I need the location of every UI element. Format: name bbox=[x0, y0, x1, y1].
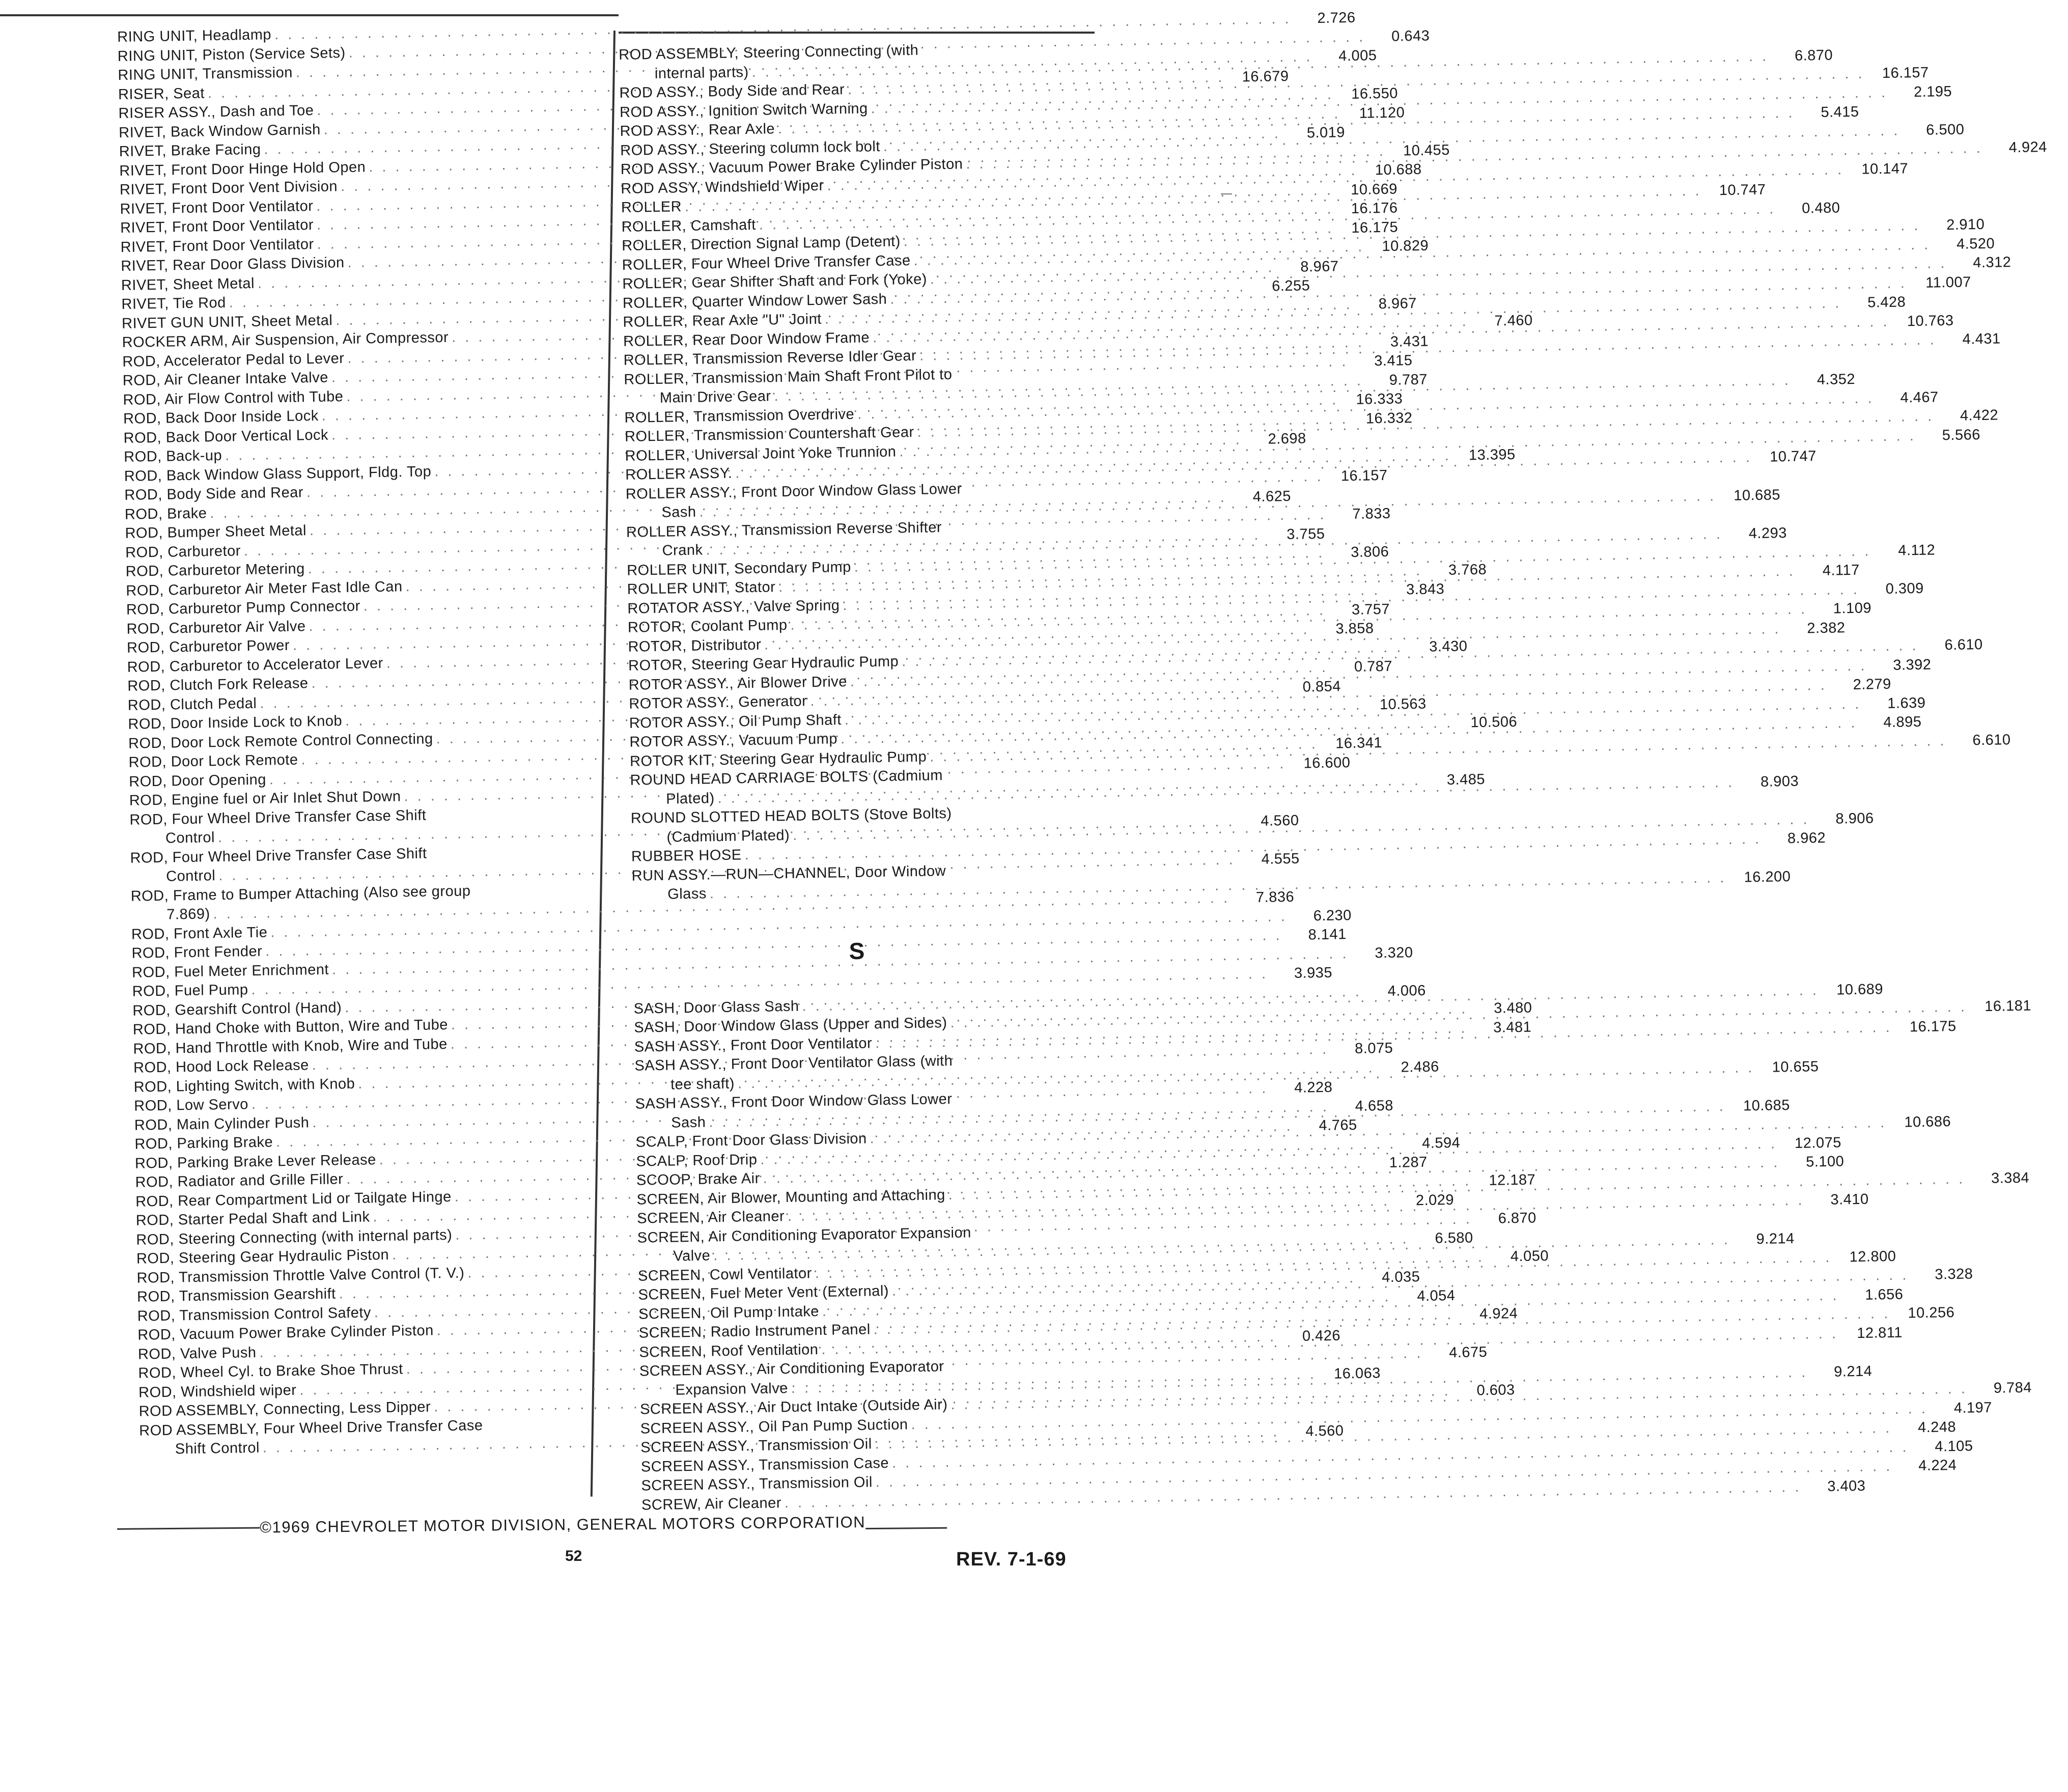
entry-label: ROD, Bumper Sheet Metal bbox=[125, 522, 307, 542]
entry-label: ROD ASSY., Steering column lock bolt bbox=[620, 138, 881, 159]
part-group-number: 16.550 bbox=[1351, 85, 1399, 102]
part-group-number: 2.726 bbox=[1317, 9, 1356, 26]
entry-label: ROD, Frame to Bumper Attaching (Also see group bbox=[130, 882, 471, 905]
copyright-text: ©1969 CHEVROLET MOTOR DIVISION, GENERAL MOTORS CORPORATION bbox=[259, 1513, 866, 1536]
part-group-number: 10.685 bbox=[1743, 1097, 1791, 1114]
part-group-number: 2.486 bbox=[1401, 1058, 1439, 1076]
entry-label: ROD ASSY., Rear Axle bbox=[620, 121, 775, 139]
part-group-number: 4.352 bbox=[1817, 371, 1856, 388]
part-group-number: 4.248 bbox=[1917, 1419, 1957, 1436]
entry-label: RUBBER HOSE bbox=[631, 847, 742, 865]
entry-label: ROD, Carburetor Power bbox=[126, 637, 290, 656]
entry-label: RIVET, Sheet Metal bbox=[121, 275, 255, 294]
entry-label: SCREEN, Oil Pump Intake bbox=[638, 1303, 820, 1323]
entry-label: ROTOR ASSY., Oil Pump Shaft bbox=[629, 711, 842, 732]
part-group-number: 16.157 bbox=[1882, 64, 1929, 82]
part-group-number: 6.255 bbox=[1271, 277, 1310, 295]
part-group-number: 4.924 bbox=[2008, 138, 2048, 156]
part-group-number: 0.643 bbox=[1391, 27, 1430, 45]
part-group-number: 10.669 bbox=[1350, 181, 1398, 198]
part-group-number: 3.430 bbox=[1429, 637, 1468, 655]
part-group-number: 3.481 bbox=[1493, 1019, 1532, 1036]
entry-label: ROD, Steering Connecting (with internal parts) bbox=[136, 1226, 453, 1248]
entry-label: ROD, Door Opening bbox=[129, 771, 267, 790]
entry-label: ROLLER, Rear Axle "U" Joint bbox=[623, 311, 822, 330]
entry-label: ROD, Four Wheel Drive Transfer Case Shift bbox=[130, 845, 427, 866]
entry-label: RIVET, Rear Door Glass Division bbox=[121, 255, 345, 274]
part-group-number: 1.656 bbox=[1865, 1286, 1904, 1303]
part-group-number: 3.431 bbox=[1390, 333, 1429, 350]
entry-label: ROD, Transmission Gearshift bbox=[136, 1285, 336, 1305]
entry-label-continued: Expansion Valve bbox=[675, 1380, 789, 1398]
entry-label: ROD, Lighting Switch, with Knob bbox=[133, 1075, 355, 1096]
part-group-number: 4.594 bbox=[1421, 1134, 1461, 1152]
entry-label: ROD, Valve Push bbox=[137, 1344, 257, 1363]
part-group-number: 6.580 bbox=[1435, 1229, 1473, 1247]
part-group-number: 16.175 bbox=[1909, 1018, 1957, 1035]
part-group-number: 4.050 bbox=[1510, 1247, 1549, 1265]
entry-label: ROLLER ASSY. bbox=[625, 465, 733, 483]
entry-label: ROD, Windshield wiper bbox=[138, 1382, 297, 1401]
entry-label: ROD, Air Cleaner Intake Valve bbox=[122, 369, 329, 389]
entry-label: ROD, Carburetor Metering bbox=[125, 561, 305, 580]
revision-date: REV. 7-1-69 bbox=[956, 1549, 1067, 1570]
part-group-number: 3.755 bbox=[1286, 525, 1325, 543]
part-group-number: 16.341 bbox=[1335, 735, 1383, 752]
entry-label: SCREEN ASSY., Transmission Oil bbox=[640, 1436, 872, 1456]
part-group-number: 12.811 bbox=[1857, 1324, 1903, 1341]
entry-label: SCREEN ASSY., Air Duct Intake (Outside Air) bbox=[639, 1396, 948, 1418]
entry-label: ROLLER, Gear Shifter Shaft and Fork (Yoke) bbox=[622, 271, 928, 292]
entry-label: RIVET, Front Door Ventilator bbox=[120, 216, 314, 236]
entry-label: SASH, Door Glass Sash bbox=[633, 998, 799, 1017]
entry-label: SASH, Door Window Glass (Upper and Sides) bbox=[634, 1015, 947, 1036]
part-group-number: 9.214 bbox=[1756, 1230, 1795, 1248]
entry-label: ROD, Front Fender bbox=[131, 943, 263, 962]
entry-label: ROD, Back Door Vertical Lock bbox=[123, 427, 329, 446]
part-group-number: 5.566 bbox=[1942, 426, 1981, 443]
part-group-number: 4.105 bbox=[1935, 1438, 1973, 1455]
entry-label-continued: Glass bbox=[667, 885, 707, 903]
entry-label: ROTOR ASSY., Air Blower Drive bbox=[628, 673, 848, 693]
entry-label: SCREEN, Air Cleaner bbox=[636, 1208, 785, 1227]
entry-label: ROD, Carburetor Pump Connector bbox=[126, 598, 360, 618]
part-group-number: 16.181 bbox=[1985, 997, 2032, 1015]
entry-label: ROTOR, Distributor bbox=[628, 636, 762, 655]
entry-label: ROD, Back Door Inside Lock bbox=[123, 407, 319, 427]
entry-label: ROTOR ASSY., Generator bbox=[629, 693, 807, 712]
entry-label: ROD ASSEMBLY, Steering Connecting (with bbox=[619, 42, 919, 63]
part-group-number: 3.485 bbox=[1446, 771, 1486, 789]
entry-label: RING UNIT, Transmission bbox=[118, 64, 293, 83]
entry-label: ROLLER, Transmission Overdrive bbox=[624, 406, 855, 426]
entry-label: SASH ASSY., Front Door Window Glass Lower bbox=[635, 1090, 953, 1112]
part-group-number: 3.384 bbox=[1991, 1169, 2030, 1187]
part-group-number: 6.610 bbox=[1944, 636, 1983, 654]
part-group-number: 7.460 bbox=[1494, 312, 1533, 329]
part-group-number: 4.035 bbox=[1381, 1269, 1420, 1286]
entry-label-continued: internal parts) bbox=[654, 64, 749, 82]
part-group-number: 6.230 bbox=[1313, 907, 1352, 924]
part-group-number: 16.679 bbox=[1242, 68, 1289, 85]
entry-label: ROD, Rear Compartment Lid or Tailgate Hinge bbox=[135, 1188, 452, 1210]
entry-label: RISER, Seat bbox=[118, 85, 205, 103]
entry-label: RUN ASSY.—RUN—CHANNEL, Door Window bbox=[631, 862, 946, 884]
entry-label: ROD ASSY, Windshield Wiper bbox=[621, 177, 824, 197]
part-group-number: 4.224 bbox=[1918, 1457, 1957, 1474]
entry-label: ROD, Hand Choke with Button, Wire and Tube bbox=[132, 1017, 449, 1038]
entry-label: RIVET GUN UNIT, Sheet Metal bbox=[121, 312, 333, 332]
part-group-number: 10.688 bbox=[1375, 161, 1422, 179]
part-group-number: 16.333 bbox=[1356, 390, 1403, 408]
entry-label: ROD, Clutch Pedal bbox=[127, 695, 257, 714]
part-group-number: 9.214 bbox=[1833, 1363, 1873, 1380]
entry-label: ROD, Brake bbox=[124, 505, 207, 523]
entry-label: ROD, Carburetor to Accelerator Lever bbox=[127, 655, 384, 676]
entry-label: ROLLER, Rear Door Window Frame bbox=[623, 329, 870, 350]
entry-label: SCREEN ASSY., Transmission Oil bbox=[641, 1474, 873, 1494]
part-group-number: 6.870 bbox=[1498, 1210, 1537, 1227]
entry-label: ROTOR, Coolant Pump bbox=[627, 617, 788, 636]
entry-label: ROD, Low Servo bbox=[134, 1096, 249, 1114]
entry-label: SCREEN, Fuel Meter Vent (External) bbox=[638, 1282, 889, 1303]
part-group-number: 0.603 bbox=[1476, 1382, 1515, 1399]
part-group-number: 4.924 bbox=[1479, 1305, 1518, 1323]
footer bbox=[117, 1511, 1084, 1538]
entry-label: ROD, Hand Throttle with Knob, Wire and Tube bbox=[133, 1035, 448, 1057]
entry-label: ROD, Front Axle Tie bbox=[131, 924, 268, 943]
entry-label: RIVET, Tie Rod bbox=[121, 294, 227, 313]
entry-label: SASH ASSY., Front Door Ventilator Glass (with bbox=[634, 1052, 953, 1074]
entry-label-continued: Plated) bbox=[665, 790, 715, 807]
part-group-number: 3.843 bbox=[1406, 581, 1445, 598]
entry-label-continued: Sash bbox=[661, 503, 696, 521]
page-number: 52 bbox=[565, 1548, 582, 1564]
part-group-number: 0.854 bbox=[1302, 678, 1342, 695]
part-group-number: 8.906 bbox=[1835, 809, 1874, 827]
entry-label: ROD, Vacuum Power Brake Cylinder Piston bbox=[137, 1322, 434, 1343]
entry-label: ROCKER ARM, Air Suspension, Air Compressor bbox=[122, 329, 449, 351]
entry-label: ROLLER, Direction Signal Lamp (Detent) bbox=[621, 233, 901, 254]
entry-label: ROLLER, Transmission Countershaft Gear bbox=[624, 424, 914, 445]
entry-label: SCREEN ASSY., Transmission Case bbox=[640, 1454, 889, 1475]
entry-label: RIVET, Front Door Hinge Hold Open bbox=[119, 158, 366, 179]
part-group-number: 9.787 bbox=[1389, 371, 1428, 388]
entry-label: ROD, Radiator and Grille Filler bbox=[135, 1171, 344, 1191]
entry-label: ROLLER bbox=[621, 199, 682, 216]
entry-label: ROD, Parking Brake bbox=[134, 1134, 273, 1153]
entry-label: RISER ASSY., Dash and Toe bbox=[118, 102, 314, 122]
part-group-number: 16.063 bbox=[1333, 1364, 1381, 1382]
entry-label: ROLLER, Transmission Reverse Idler Gear bbox=[623, 347, 917, 369]
part-group-number: 12.187 bbox=[1489, 1171, 1536, 1189]
part-group-number: 10.689 bbox=[1836, 981, 1884, 998]
part-group-number: 4.560 bbox=[1305, 1422, 1344, 1440]
entry-label: RING UNIT, Piston (Service Sets) bbox=[117, 44, 346, 65]
entry-label-continued: Main Drive Gear bbox=[659, 388, 771, 406]
entry-label: SCREW, Air Cleaner bbox=[641, 1494, 782, 1514]
entry-label: ROD, Engine fuel or Air Inlet Shut Down bbox=[129, 788, 401, 809]
entry-label: ROD ASSY., Ignition Switch Warning bbox=[619, 100, 868, 121]
part-group-number: 8.962 bbox=[1787, 829, 1826, 847]
entry-label: ROD, Steering Gear Hydraulic Piston bbox=[136, 1246, 389, 1267]
entry-label: SCREEN, Cowl Ventilator bbox=[637, 1265, 813, 1284]
part-group-number: 16.600 bbox=[1303, 754, 1351, 772]
part-group-number: 10.147 bbox=[1861, 160, 1909, 178]
entry-label: ROD, Parking Brake Lever Release bbox=[134, 1151, 376, 1172]
part-group-number: 0.787 bbox=[1354, 658, 1393, 675]
entry-label: SCREEN, Radio Instrument Panel bbox=[638, 1321, 871, 1341]
part-group-number: 2.382 bbox=[1807, 619, 1846, 636]
entry-label: ROD, Accelerator Pedal to Lever bbox=[122, 350, 345, 370]
entry-label: RIVET, Back Window Garnish bbox=[118, 121, 321, 141]
part-group-number: 11.120 bbox=[1359, 104, 1405, 122]
part-group-number: 16.200 bbox=[1744, 869, 1791, 886]
part-group-number: 4.006 bbox=[1387, 982, 1426, 999]
part-group-number: 3.403 bbox=[1827, 1477, 1866, 1495]
part-group-number: 16.175 bbox=[1351, 219, 1399, 236]
entry-label: RIVET, Front Door Ventilator bbox=[120, 236, 314, 256]
part-group-number: 3.806 bbox=[1350, 543, 1389, 561]
part-group-number: 10.563 bbox=[1379, 695, 1427, 713]
part-group-number: 4.431 bbox=[1962, 330, 2001, 348]
entry-label: ROLLER, Four Wheel Drive Transfer Case bbox=[622, 252, 911, 273]
entry-label: ROD ASSEMBLY, Four Wheel Drive Transfer Case bbox=[139, 1417, 483, 1439]
part-group-number: 4.520 bbox=[1956, 235, 1995, 253]
part-group-number: 4.054 bbox=[1417, 1287, 1456, 1304]
entry-label: ROUND SLOTTED HEAD BOLTS (Stove Bolts) bbox=[630, 805, 952, 827]
part-group-number: 10.256 bbox=[1908, 1304, 1955, 1322]
part-group-number: 2.195 bbox=[1913, 83, 1952, 100]
part-group-number: 0.426 bbox=[1302, 1327, 1341, 1345]
part-group-number: 12.075 bbox=[1794, 1134, 1842, 1152]
entry-label: ROLLER, Quarter Window Lower Sash bbox=[622, 291, 887, 312]
entry-label: SCREEN ASSY., Oil Pan Pump Suction bbox=[640, 1416, 908, 1437]
part-group-number: 4.895 bbox=[1883, 713, 1922, 731]
top-rule-left bbox=[0, 14, 619, 16]
part-group-number: 4.312 bbox=[1973, 254, 2011, 271]
part-group-number: 5.019 bbox=[1306, 124, 1346, 142]
part-group-number: 16.176 bbox=[1351, 200, 1398, 217]
entry-label: SCALP, Front Door Glass Division bbox=[635, 1130, 867, 1151]
entry-label: ROTOR, Steering Gear Hydraulic Pump bbox=[628, 653, 899, 674]
part-group-number: 1.109 bbox=[1833, 600, 1872, 617]
footer-copyright-line bbox=[117, 1511, 1084, 1538]
entry-label-continued: Sash bbox=[670, 1114, 706, 1131]
entry-label: ROD, Transmission Control Safety bbox=[137, 1304, 372, 1325]
entry-label: ROD, Gearshift Control (Hand) bbox=[132, 999, 342, 1019]
part-group-number: 4.005 bbox=[1338, 47, 1377, 65]
part-group-number: 3.480 bbox=[1494, 999, 1532, 1017]
entry-label: ROD, Carburetor bbox=[125, 542, 241, 561]
part-group-number: 8.967 bbox=[1300, 258, 1339, 275]
footer-rule-right bbox=[865, 1527, 947, 1529]
entry-label: ROD, Back-up bbox=[123, 447, 222, 465]
part-group-number: 8.967 bbox=[1378, 295, 1417, 312]
part-group-number: 9.784 bbox=[1993, 1379, 2032, 1396]
part-group-number: 1.287 bbox=[1389, 1154, 1428, 1171]
part-group-number: 7.836 bbox=[1255, 888, 1295, 906]
part-group-number: 7.833 bbox=[1352, 505, 1391, 523]
part-group-number: 2.279 bbox=[1853, 676, 1892, 693]
entry-label: ROD ASSY., Body Side and Rear bbox=[619, 81, 845, 101]
footer-rule-left bbox=[117, 1527, 260, 1529]
part-group-number: 4.675 bbox=[1448, 1344, 1488, 1361]
part-group-number: 10.655 bbox=[1772, 1058, 1819, 1076]
part-group-number: 8.903 bbox=[1760, 773, 1799, 790]
entry-label: ROD, Fuel Meter Enrichment bbox=[131, 961, 329, 981]
part-group-number: 4.560 bbox=[1261, 812, 1299, 829]
entry-label: ROD, Fuel Pump bbox=[132, 982, 248, 1000]
entry-label: ROD, Body Side and Rear bbox=[124, 484, 304, 503]
entry-label: ROD, Wheel Cyl. to Brake Shoe Thrust bbox=[138, 1361, 404, 1382]
entry-label: SCOOP, Brake Air bbox=[636, 1170, 761, 1189]
part-group-number: 5.415 bbox=[1821, 103, 1859, 121]
part-group-number: 2.029 bbox=[1415, 1192, 1455, 1209]
part-group-number: 10.686 bbox=[1904, 1113, 1951, 1131]
part-group-number: 6.870 bbox=[1794, 47, 1833, 64]
part-group-number: 4.658 bbox=[1355, 1097, 1394, 1114]
entry-label: ROLLER, Universal Joint Yoke Trunnion bbox=[625, 443, 897, 464]
part-group-number: 4.625 bbox=[1252, 488, 1292, 505]
entry-label-continued: Control bbox=[165, 829, 215, 847]
part-group-number: 0.309 bbox=[1885, 580, 1924, 597]
entry-label: ROTOR KIT, Steering Gear Hydraulic Pump bbox=[629, 748, 927, 770]
entry-label: ROD, Door Lock Remote Control Connecting bbox=[128, 730, 433, 752]
entry-label: ROLLER, Camshaft bbox=[621, 216, 757, 235]
entry-label: ROD ASSY., Vacuum Power Brake Cylinder Piston bbox=[620, 156, 963, 178]
entry-label: ROLLER ASSY., Front Door Window Glass Lower bbox=[625, 481, 962, 502]
entry-label: ROD, Starter Pedal Shaft and Link bbox=[135, 1209, 370, 1229]
part-group-number: 8.075 bbox=[1354, 1040, 1393, 1057]
part-group-number: 0.480 bbox=[1801, 199, 1840, 217]
entry-label: ROD, Main Cylinder Push bbox=[134, 1114, 310, 1134]
part-group-number: 4.555 bbox=[1261, 850, 1300, 867]
entry-label-continued: 7.869) bbox=[166, 906, 210, 923]
part-group-number: 4.197 bbox=[1953, 1399, 1993, 1416]
part-group-number: 4.112 bbox=[1898, 542, 1936, 559]
part-group-number: 10.829 bbox=[1382, 237, 1429, 255]
part-group-number: 10.747 bbox=[1719, 181, 1766, 199]
entry-label: ROLLER UNIT, Secondary Pump bbox=[626, 558, 852, 579]
entry-label-continued: tee shaft) bbox=[670, 1075, 735, 1093]
entry-label: SCALP, Roof Drip bbox=[636, 1151, 758, 1170]
part-group-number: 4.467 bbox=[1900, 388, 1939, 406]
part-group-number: 3.757 bbox=[1351, 601, 1390, 618]
part-group-number: 3.935 bbox=[1294, 964, 1333, 982]
entry-label: RIVET, Front Door Ventilator bbox=[120, 198, 314, 217]
part-group-number: 3.320 bbox=[1375, 944, 1413, 961]
entry-label: ROD, Clutch Fork Release bbox=[127, 675, 309, 694]
entry-label: ROD, Door Inside Lock to Knob bbox=[128, 713, 343, 733]
entry-label: ROLLER, Transmission Main Shaft Front Pilot to bbox=[624, 366, 953, 388]
part-group-number: 10.506 bbox=[1470, 713, 1518, 731]
entry-label: ROD, Carburetor Air Meter Fast Idle Can bbox=[126, 578, 403, 599]
part-group-number: 10.685 bbox=[1734, 487, 1781, 504]
entry-label: RING UNIT, Headlamp bbox=[117, 26, 272, 45]
entry-label: ROD, Transmission Throttle Valve Control (T. V.) bbox=[136, 1265, 465, 1286]
part-group-number: 10.455 bbox=[1403, 142, 1450, 159]
part-group-number: 2.698 bbox=[1268, 430, 1306, 447]
part-group-number: 13.395 bbox=[1468, 446, 1516, 463]
part-group-number: 3.768 bbox=[1448, 561, 1487, 578]
entry-label: ROD, Back Window Glass Support, Fldg. Top bbox=[124, 463, 432, 485]
entry-label: SASH ASSY., Front Door Ventilator bbox=[634, 1034, 873, 1055]
entry-label: ROUND HEAD CARRIAGE BOLTS (Cadmium bbox=[630, 767, 943, 789]
entry-label: ROD, Four Wheel Drive Transfer Case Shift bbox=[129, 807, 427, 828]
part-group-number: 10.763 bbox=[1907, 312, 1954, 329]
entry-label: ROTATOR ASSY., Valve Spring bbox=[627, 597, 840, 617]
part-group-number: 4.765 bbox=[1319, 1117, 1357, 1134]
part-group-number: 5.428 bbox=[1867, 294, 1906, 311]
entry-label: ROD, Carburetor Air Valve bbox=[126, 618, 306, 637]
entry-label: SCREEN ASSY., Air Conditioning Evaporator bbox=[639, 1358, 944, 1380]
entry-label: RIVET, Front Door Vent Division bbox=[119, 178, 338, 198]
part-group-number: 4.293 bbox=[1748, 525, 1787, 542]
part-group-number: 6.500 bbox=[1926, 121, 1965, 138]
entry-label: ROLLER UNIT, Stator bbox=[627, 579, 776, 598]
part-group-number: 6.610 bbox=[1972, 731, 2011, 748]
entry-label: ROD, Door Lock Remote bbox=[128, 751, 298, 771]
entry-label: SCREEN, Roof Ventilation bbox=[639, 1341, 819, 1361]
entry-label-continued: Valve bbox=[673, 1247, 711, 1265]
part-group-number: 4.422 bbox=[1960, 407, 1999, 424]
part-group-number: 5.100 bbox=[1805, 1153, 1845, 1170]
part-group-number: 4.117 bbox=[1822, 562, 1860, 579]
entry-label-continued: Shift Control bbox=[175, 1439, 260, 1458]
entry-label: RIVET, Brake Facing bbox=[119, 141, 261, 160]
part-group-number: 3.410 bbox=[1830, 1191, 1869, 1208]
entry-label: ROLLER ASSY., Transmission Reverse Shifter bbox=[626, 519, 942, 541]
entry-label: ROD, Hood Lock Release bbox=[133, 1057, 309, 1076]
part-group-number: 2.910 bbox=[1946, 216, 1985, 234]
entry-label: SCREEN, Air Conditioning Evaporator Expansion bbox=[637, 1224, 971, 1246]
part-group-number: 1.639 bbox=[1887, 694, 1926, 712]
part-group-number: 3.328 bbox=[1935, 1266, 1973, 1283]
entry-label-continued: Crank bbox=[662, 542, 703, 559]
part-group-number: 10.747 bbox=[1769, 448, 1817, 465]
part-group-number: 3.415 bbox=[1374, 352, 1413, 370]
part-group-number: 16.332 bbox=[1365, 409, 1413, 427]
part-group-number: 11.007 bbox=[1925, 273, 1971, 291]
part-group-number: 4.228 bbox=[1294, 1079, 1333, 1096]
part-group-number: 3.392 bbox=[1893, 656, 1932, 674]
entry-label: ROD, Air Flow Control with Tube bbox=[123, 388, 344, 408]
part-group-number: 12.800 bbox=[1849, 1248, 1896, 1265]
section-letter-s: S bbox=[849, 937, 865, 964]
part-group-number: 3.858 bbox=[1335, 620, 1374, 637]
entry-label: SCREEN, Air Blower, Mounting and Attaching bbox=[636, 1186, 945, 1208]
entry-label: ROD ASSEMBLY, Connecting, Less Dipper bbox=[138, 1398, 431, 1420]
part-group-number: 16.157 bbox=[1340, 467, 1388, 485]
entry-label-continued: Control bbox=[165, 867, 216, 885]
part-group-number: 8.141 bbox=[1308, 926, 1347, 943]
entry-label: ROTOR ASSY., Vacuum Pump bbox=[629, 731, 838, 750]
entry-label-continued: (Cadmium Plated) bbox=[666, 827, 790, 846]
